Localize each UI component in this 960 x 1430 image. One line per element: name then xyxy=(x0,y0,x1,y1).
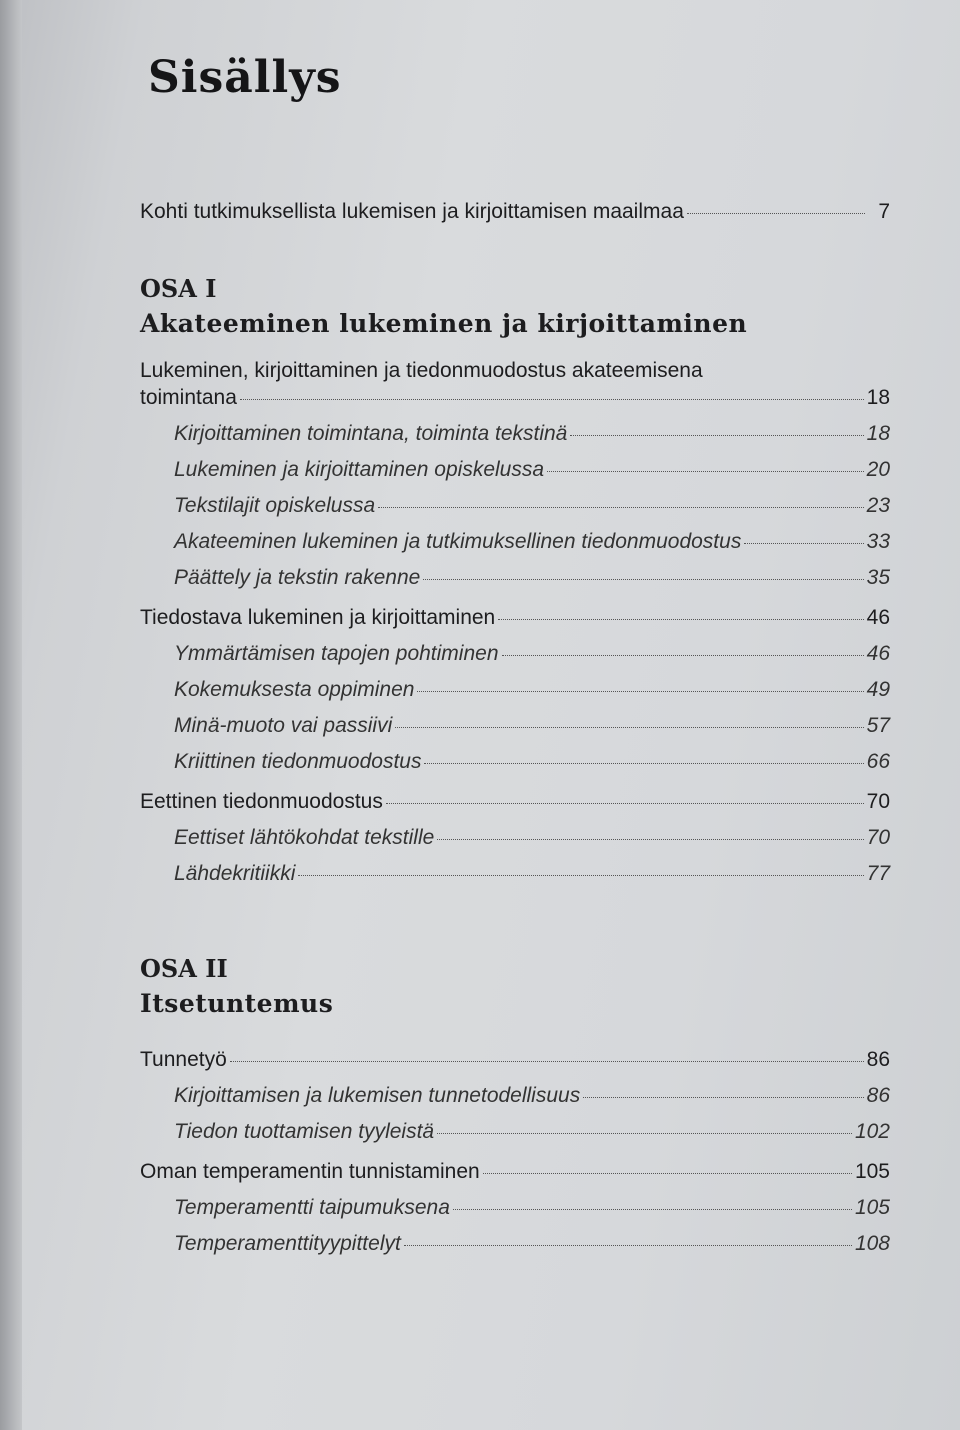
part-title: Itsetuntemus xyxy=(140,989,334,1018)
entry-page: 7 xyxy=(878,200,890,223)
dot-leader xyxy=(240,399,864,400)
dot-leader xyxy=(744,543,863,544)
entry-page: 20 xyxy=(866,458,890,481)
entry-title: Temperamenttityypittelyt xyxy=(174,1232,401,1255)
toc-entry-chapter xyxy=(140,605,890,631)
entry-title: Kirjoittaminen toimintana, toiminta tekstinä xyxy=(174,422,568,445)
entry-page: 70 xyxy=(866,790,890,813)
entry-title: Temperamentti taipumuksena xyxy=(174,1196,450,1219)
entry-page: 18 xyxy=(866,386,890,409)
entry-title: Minä-muoto vai passiivi xyxy=(174,714,393,737)
entry-page: 77 xyxy=(866,862,890,885)
chapter-title-line: Lukeminen, kirjoittaminen ja tiedonmuodostus akateemisena xyxy=(140,359,703,382)
toc-entry-section xyxy=(140,1119,890,1145)
dot-leader xyxy=(423,579,863,580)
entry-title: Eettinen tiedonmuodostus xyxy=(140,790,383,813)
entry-title: Tiedon tuottamisen tyyleistä xyxy=(174,1120,435,1143)
dot-leader xyxy=(583,1097,863,1098)
toc-entry-section xyxy=(140,565,890,591)
toc-entry-section xyxy=(140,457,890,483)
entry-title: toimintana xyxy=(140,386,237,409)
toc-entry-section xyxy=(140,493,890,519)
part-title: Akateeminen lukeminen ja kirjoittaminen xyxy=(140,309,748,338)
entry-page: 105 xyxy=(854,1196,890,1219)
entry-title: Tiedostava lukeminen ja kirjoittaminen xyxy=(140,606,496,629)
dot-leader xyxy=(424,763,863,764)
toc-entry-section xyxy=(140,677,890,703)
entry-page: 33 xyxy=(866,530,890,553)
dot-leader xyxy=(395,727,863,728)
dot-leader xyxy=(417,691,863,692)
dot-leader xyxy=(547,471,864,472)
entry-title: Tekstilajit opiskelussa xyxy=(174,494,376,517)
entry-title: Kirjoittamisen ja lukemisen tunnetodellisuus xyxy=(174,1084,581,1107)
entry-title: Kokemuksesta oppiminen xyxy=(174,678,415,701)
entry-title: Ymmärtämisen tapojen pohtiminen xyxy=(174,642,499,665)
book-spine-shadow xyxy=(0,0,22,1430)
dot-leader xyxy=(483,1173,852,1174)
entry-page: 49 xyxy=(866,678,890,701)
entry-page: 23 xyxy=(866,494,890,517)
dot-leader xyxy=(386,803,864,804)
part-heading xyxy=(140,951,890,1021)
entry-page: 35 xyxy=(866,566,890,589)
toc-entry-intro xyxy=(140,199,890,225)
part-heading xyxy=(140,271,890,341)
entry-title: Eettiset lähtökohdat tekstille xyxy=(174,826,435,849)
page-title: Sisällys xyxy=(148,52,342,103)
dot-leader xyxy=(437,839,863,840)
toc-entry-chapter xyxy=(140,789,890,815)
toc-entry-chapter xyxy=(140,1159,890,1185)
part-label: OSA II xyxy=(140,954,228,983)
part-label: OSA I xyxy=(140,274,217,303)
entry-page: 102 xyxy=(854,1120,890,1143)
dot-leader xyxy=(453,1209,852,1210)
entry-page: 70 xyxy=(866,826,890,849)
entry-page: 46 xyxy=(866,642,890,665)
dot-leader xyxy=(437,1133,852,1134)
table-of-contents xyxy=(140,52,890,1257)
entry-page: 57 xyxy=(866,714,890,737)
entry-title: Akateeminen lukeminen ja tutkimuksellinen tiedonmuodostus xyxy=(174,530,742,553)
entry-page: 105 xyxy=(854,1160,890,1183)
entry-title: Kohti tutkimuksellista lukemisen ja kirjoittamisen maailmaa xyxy=(140,200,684,223)
entry-page: 66 xyxy=(866,750,890,773)
toc-entry-section xyxy=(140,1231,890,1257)
entry-title: Kriittinen tiedonmuodostus xyxy=(174,750,422,773)
toc-entry-section xyxy=(140,825,890,851)
entry-page: 86 xyxy=(866,1048,890,1071)
entry-title: Lukeminen ja kirjoittaminen opiskelussa xyxy=(174,458,545,481)
dot-leader xyxy=(230,1061,864,1062)
toc-entry-section xyxy=(140,641,890,667)
toc-entry-section xyxy=(140,861,890,887)
entry-title: Tunnetyö xyxy=(140,1048,227,1071)
toc-entry-chapter xyxy=(140,385,890,411)
dot-leader xyxy=(687,213,865,214)
entry-page: 18 xyxy=(866,422,890,445)
dot-leader xyxy=(498,619,863,620)
entry-page: 86 xyxy=(866,1084,890,1107)
dot-leader xyxy=(378,507,863,508)
entry-title: Päättely ja tekstin rakenne xyxy=(174,566,421,589)
dot-leader xyxy=(404,1245,852,1246)
toc-entry-section xyxy=(140,1195,890,1221)
entry-title: Oman temperamentin tunnistaminen xyxy=(140,1160,480,1183)
entry-title: Lähdekritiikki xyxy=(174,862,296,885)
toc-entry-section xyxy=(140,529,890,555)
chapter xyxy=(140,357,890,411)
toc-entry-section xyxy=(140,749,890,775)
dot-leader xyxy=(502,655,864,656)
toc-entry-section xyxy=(140,421,890,447)
toc-entry-section xyxy=(140,713,890,739)
dot-leader xyxy=(298,875,863,876)
toc-entry-chapter xyxy=(140,1047,890,1073)
entry-page: 108 xyxy=(854,1232,890,1255)
toc-entry-section xyxy=(140,1083,890,1109)
entry-page: 46 xyxy=(866,606,890,629)
dot-leader xyxy=(570,435,863,436)
